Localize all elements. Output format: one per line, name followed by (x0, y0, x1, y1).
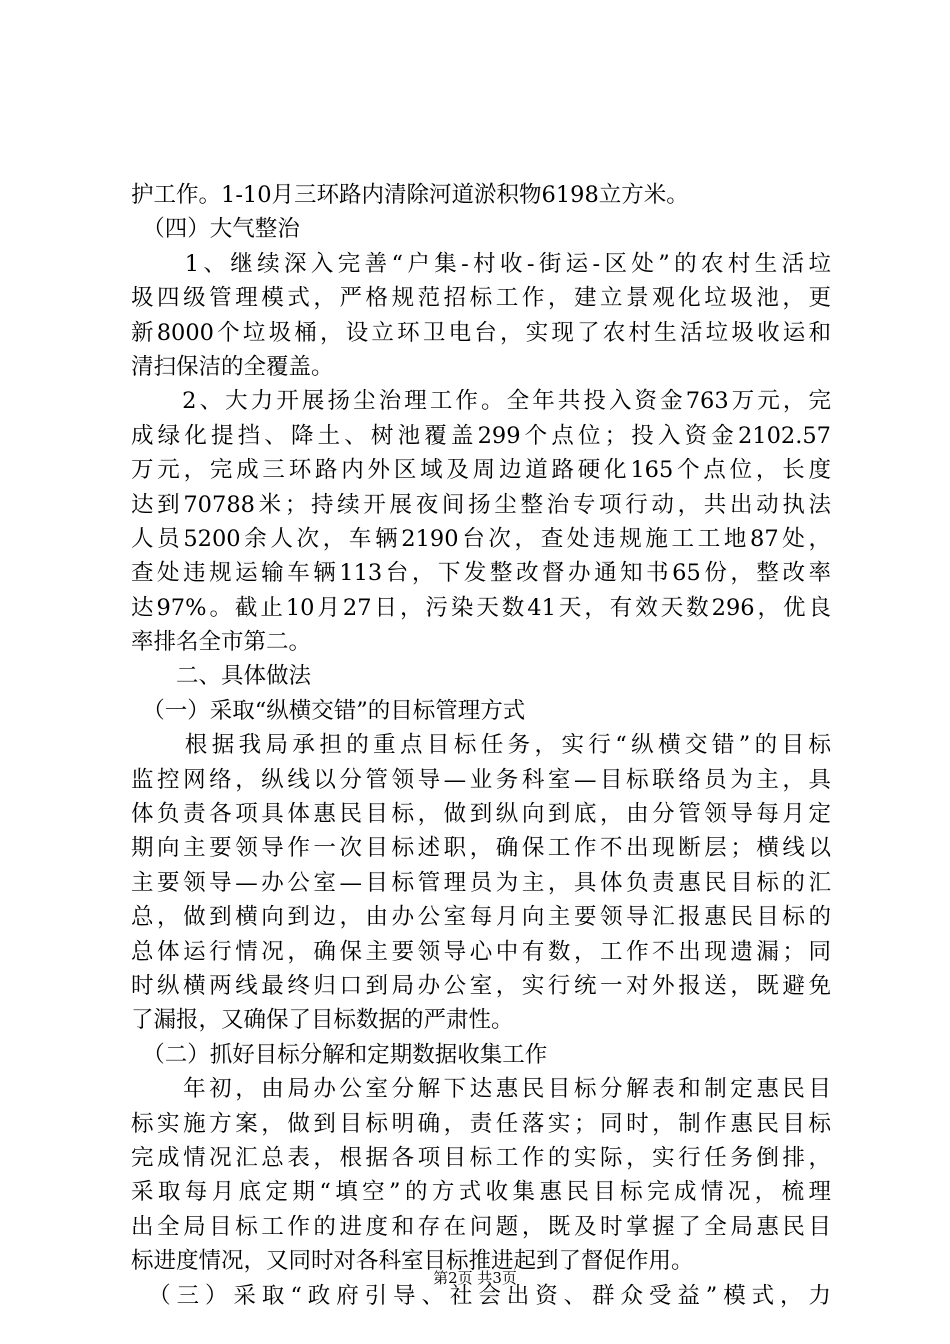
text-line: 时纵横两线最终归口到局办公室，实行统一对外报送，既避免 (131, 972, 831, 999)
text-line: 2、大力开展扬尘治理工作。全年共投入资金763万元，完 (131, 388, 831, 415)
text-line: 1、继续深入完善“户集-村收-街运-区处”的农村生活垃 (131, 250, 831, 277)
text-line: 人员5200余人次，车辆2190台次，查处违规施工工地87处， (131, 525, 831, 552)
text-line: 率排名全市第二。 (131, 629, 312, 656)
text-line: 查处违规运输车辆113台，下发整改督办通知书65份，整改率 (131, 560, 831, 587)
text-line: 清扫保洁的全覆盖。 (131, 353, 334, 380)
text-line: 体负责各项具体惠民目标，做到纵向到底，由分管领导每月定 (131, 801, 831, 828)
text-line: 总体运行情况，确保主要领导心中有数，工作不出现遗漏；同 (131, 938, 831, 965)
document-body (131, 178, 831, 1313)
text-line: 达97%。截止10月27日，污染天数41天，有效天数296，优良 (131, 594, 831, 621)
text-line: 完成情况汇总表，根据各项目标工作的实际，实行任务倒排， (131, 1144, 831, 1171)
text-line: 主要领导—办公室—目标管理员为主，具体负责惠民目标的汇 (131, 869, 831, 896)
text-line: 了漏报，又确保了目标数据的严肃性。 (131, 1007, 514, 1034)
text-line: 新8000个垃圾桶，设立环卫电台，实现了农村生活垃圾收运和 (131, 319, 831, 346)
text-line: 出全局目标工作的进度和存在问题，既及时掌握了全局惠民目 (131, 1213, 831, 1240)
text-line: 标实施方案，做到目标明确，责任落实；同时，制作惠民目标 (131, 1110, 831, 1137)
text-line: （四）大气整治 (131, 216, 300, 243)
text-line: （一）采取“纵横交错”的目标管理方式 (131, 697, 526, 724)
text-line: 总，做到横向到边，由办公室每月向主要领导汇报惠民目标的 (131, 904, 831, 931)
text-line: 护工作。1-10月三环路内清除河道淤积物6198立方米。 (131, 182, 689, 208)
text-line: 圾四级管理模式，严格规范招标工作，建立景观化垃圾池，更 (131, 285, 831, 312)
text-line: （二）抓好目标分解和定期数据收集工作 (131, 1041, 548, 1068)
text-line: 万元，完成三环路内外区域及周边道路硬化165个点位，长度 (131, 457, 831, 484)
page-footer: 第2页 共3页 (433, 1269, 517, 1287)
text-line: 监控网络，纵线以分管领导—业务科室—目标联络员为主，具 (131, 766, 831, 793)
text-line: 达到70788米；持续开展夜间扬尘整治专项行动，共出动执法 (131, 491, 831, 518)
text-line: 标进度情况，又同时对各科室目标推进起到了督促作用。 (131, 1248, 694, 1275)
text-line: 成绿化提挡、降土、树池覆盖299个点位；投入资金2102.57 (131, 422, 831, 449)
text-line: 根据我局承担的重点目标任务，实行“纵横交错”的目标 (131, 732, 831, 759)
text-line: 二、具体做法 (131, 663, 312, 690)
text-line: 期向主要领导作一次目标述职，确保工作不出现断层；横线以 (131, 835, 831, 862)
text-line: 年初，由局办公室分解下达惠民目标分解表和制定惠民目 (131, 1076, 831, 1103)
text-line: 采取每月底定期“填空”的方式收集惠民目标完成情况，梳理 (131, 1179, 831, 1206)
text-line: （三）采取“政府引导、社会出资、群众受益”模式，力 (131, 1282, 831, 1309)
